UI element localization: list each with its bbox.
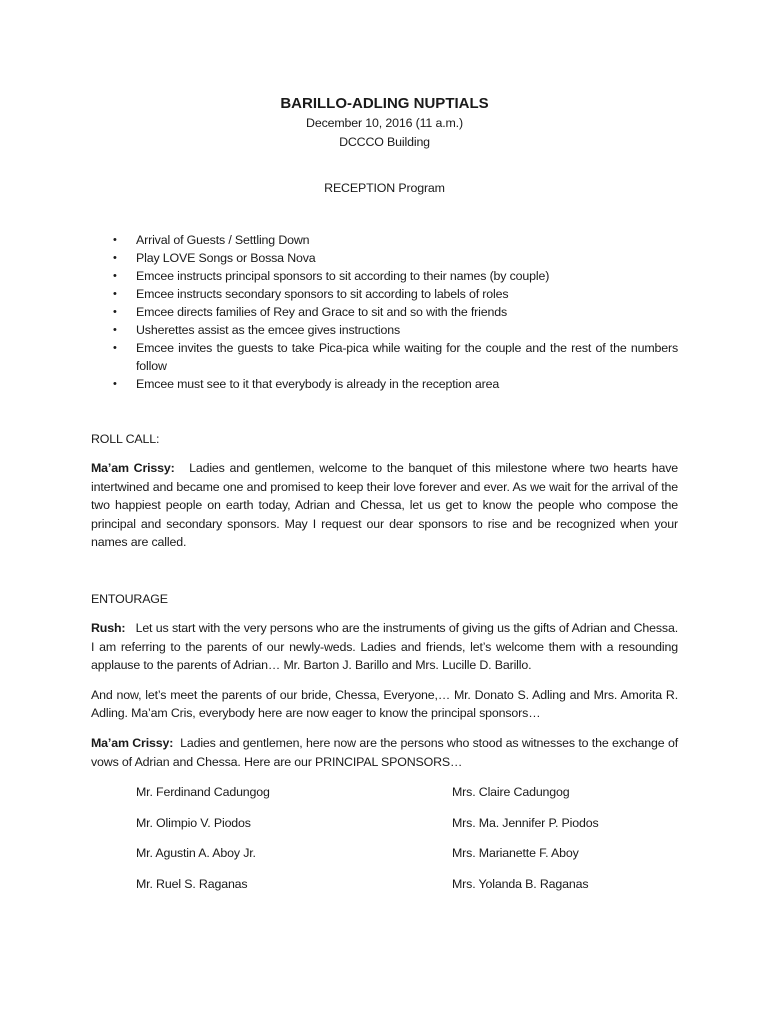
bride-parents-paragraph bbox=[91, 686, 678, 723]
principal-sponsors-paragraph bbox=[91, 734, 678, 771]
paragraph-text: Ladies and gentlemen, welcome to the banquet of this milestone where two hearts have intertwined and became one and promised to keep their love forever and ever. As we wait for the arrival of the two happiest people on earth today, Adrian and Chessa, let us get to know the people who compose the principal and secondary sponsors. May I request our dear sponsors to rise and be recognized when your names are called. bbox=[91, 461, 678, 550]
sponsor-row bbox=[91, 783, 678, 814]
program-bullet-list bbox=[91, 231, 678, 393]
roll-call-heading: ROLL CALL: bbox=[91, 432, 160, 446]
sponsor-female: Mrs. Yolanda B. Raganas bbox=[452, 876, 589, 891]
bullet-icon: • bbox=[113, 342, 117, 354]
bullet-text: Play LOVE Songs or Bossa Nova bbox=[136, 251, 316, 265]
bullet-text: Emcee instructs secondary sponsors to sit according to labels of roles bbox=[136, 287, 509, 301]
event-date: December 10, 2016 (11 a.m.) bbox=[306, 116, 463, 130]
bullet-item bbox=[91, 249, 678, 267]
bullet-item bbox=[91, 303, 678, 321]
bullet-text: Emcee must see to it that everybody is already in the reception area bbox=[136, 377, 500, 391]
bullet-item bbox=[91, 339, 678, 375]
roll-call-paragraph bbox=[91, 459, 678, 552]
paragraph-text: Let us start with the very persons who are the instruments of giving us the gifts of Adrian and Chessa. I am referring to the parents of our newly-weds. Ladies and friends, let’s welcome them with a resounding applause to the parents of Adrian… Mr. Barton J. Barillo and Mrs. Lucille D. Barillo. bbox=[91, 620, 678, 673]
bullet-item bbox=[91, 375, 678, 393]
sponsor-row bbox=[91, 814, 678, 845]
sponsor-female: Mrs. Claire Cadungog bbox=[452, 785, 570, 800]
event-venue: DCCCO Building bbox=[339, 135, 430, 149]
speaker-label: Ma’am Crissy: bbox=[91, 461, 175, 475]
sponsor-female: Mrs. Ma. Jennifer P. Piodos bbox=[452, 815, 599, 830]
speaker-label: Rush: bbox=[91, 620, 126, 635]
bullet-icon: • bbox=[113, 324, 117, 336]
paragraph-text: Ladies and gentlemen, here now are the persons who stood as witnesses to the exchange of vows of Adrian and Chessa. Here are our PRINCIPAL SPONSORS… bbox=[91, 735, 678, 769]
bullet-icon: • bbox=[113, 234, 117, 246]
bullet-text: Emcee directs families of Rey and Grace to sit and so with the friends bbox=[136, 305, 508, 319]
sponsor-male: Mr. Olimpio V. Piodos bbox=[136, 815, 251, 830]
program-heading: RECEPTION Program bbox=[324, 181, 445, 195]
paragraph-text: And now, let’s meet the parents of our bride, Chessa, Everyone,… Mr. Donato S. Adling and Mrs. Amorita R. Adling. Ma’am Cris, everybody here are now eager to know the principal sponsors… bbox=[91, 687, 678, 721]
document-header bbox=[91, 94, 678, 197]
sponsor-row bbox=[91, 875, 678, 906]
sponsor-male: Mr. Ruel S. Raganas bbox=[136, 876, 248, 891]
sponsor-male: Mr. Ferdinand Cadungog bbox=[136, 785, 270, 800]
sponsor-male: Mr. Agustin A. Aboy Jr. bbox=[136, 846, 256, 861]
speaker-label: Ma’am Crissy: bbox=[91, 735, 174, 750]
bullet-item bbox=[91, 267, 678, 285]
bullet-icon: • bbox=[113, 270, 117, 282]
bullet-item bbox=[91, 321, 678, 339]
bullet-icon: • bbox=[113, 306, 117, 318]
bullet-item bbox=[91, 285, 678, 303]
sponsor-female: Mrs. Marianette F. Aboy bbox=[452, 846, 579, 861]
bullet-text: Emcee instructs principal sponsors to sit according to their names (by couple) bbox=[136, 269, 550, 283]
bullet-text: Arrival of Guests / Settling Down bbox=[136, 233, 310, 247]
rush-paragraph bbox=[91, 619, 678, 675]
sponsor-row bbox=[91, 844, 678, 875]
bullet-icon: • bbox=[113, 288, 117, 300]
bullet-text: Emcee invites the guests to take Pica-pica while waiting for the couple and the rest of the numbers follow bbox=[136, 341, 678, 373]
document-content bbox=[91, 94, 678, 905]
bullet-text: Usherettes assist as the emcee gives instructions bbox=[136, 323, 400, 337]
bullet-icon: • bbox=[113, 252, 117, 264]
sponsor-list bbox=[91, 783, 678, 905]
document-title: BARILLO-ADLING NUPTIALS bbox=[280, 95, 489, 112]
bullet-icon: • bbox=[113, 378, 117, 390]
bullet-item bbox=[91, 231, 678, 249]
entourage-heading: ENTOURAGE bbox=[91, 591, 168, 606]
